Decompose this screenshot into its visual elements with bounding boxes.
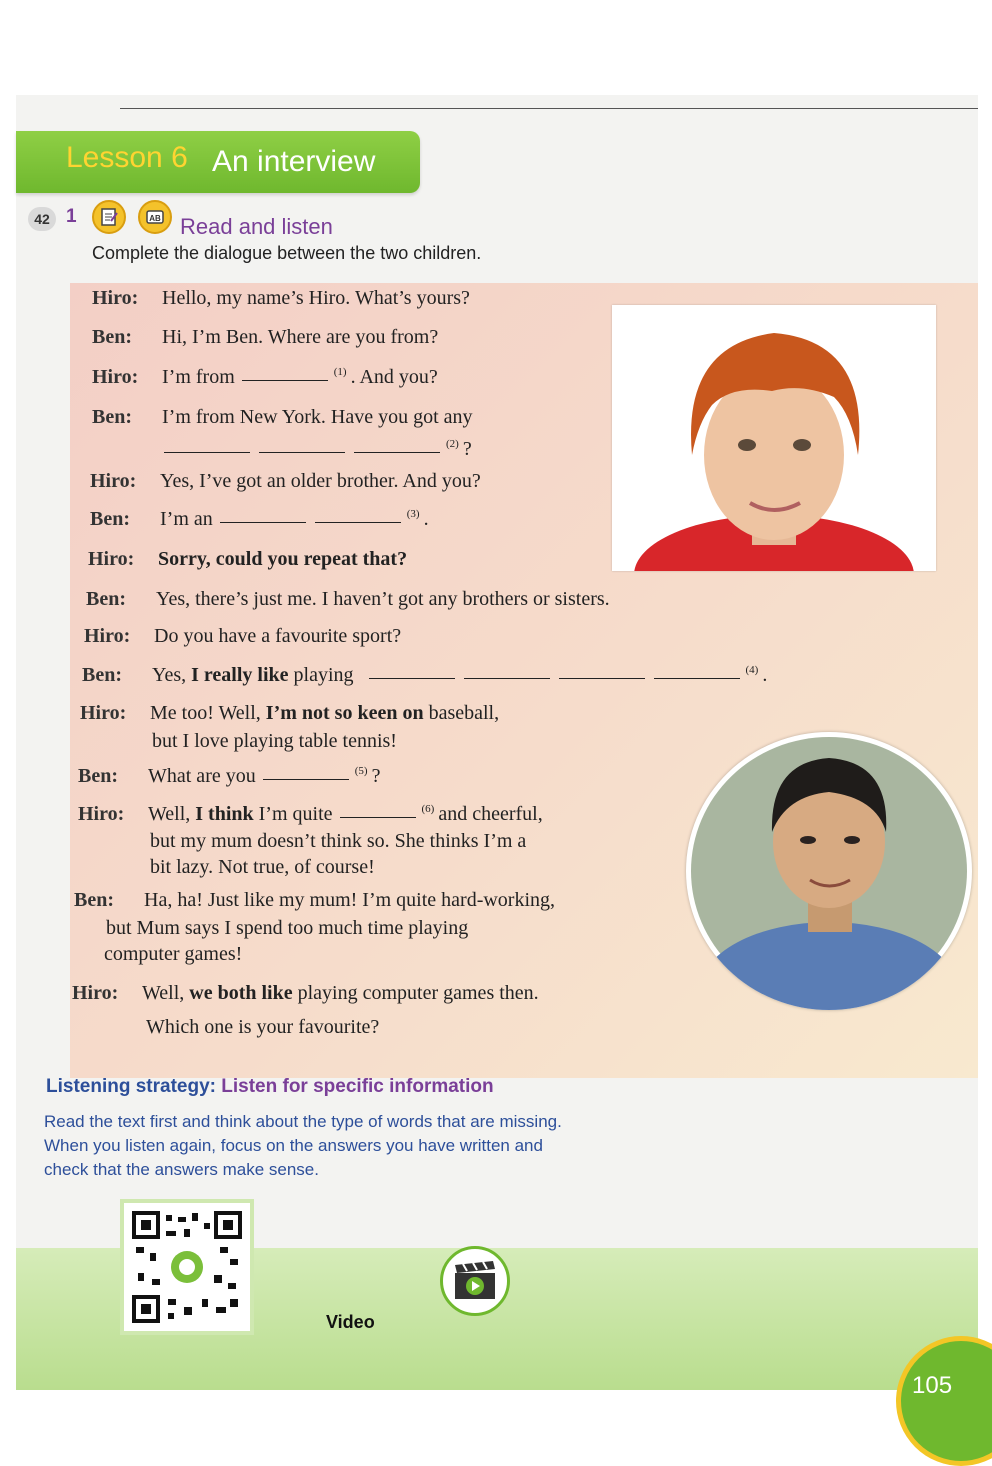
lesson-number: Lesson 6 — [66, 141, 188, 174]
dialogue-line — [86, 588, 610, 611]
line-text: Hello, my name’s Hiro. What’s yours? — [162, 287, 470, 309]
line-text: I’m quite — [253, 803, 333, 825]
speaker-label: Ben: — [78, 765, 118, 787]
dialogue-line — [74, 889, 555, 912]
speaker-label: Hiro: — [90, 470, 137, 492]
blank-ref: (2) — [446, 438, 459, 450]
page-number: 105 — [912, 1372, 953, 1399]
dialogue-continuation: Which one is your favourite? — [146, 1016, 380, 1038]
answer-blank[interactable] — [654, 677, 740, 679]
dialogue-line — [84, 625, 401, 648]
qr-code-icon[interactable] — [120, 1199, 254, 1335]
dialogue-continuation: but Mum says I spend too much time playing — [106, 917, 469, 939]
line-text: I’m from New York. Have you got any — [162, 406, 473, 428]
useful-phrase: I think — [195, 803, 254, 825]
exercise-title: Read and listen — [180, 214, 333, 239]
dialogue-line — [88, 548, 407, 571]
lesson-banner — [16, 131, 420, 193]
dialogue-line — [78, 803, 543, 826]
strategy-title: Listen for specific information — [221, 1076, 494, 1097]
notebook-icon — [92, 200, 126, 234]
dialogue-line — [78, 765, 380, 788]
speaker-label: Hiro: — [78, 803, 125, 825]
line-text: Yes, I’ve got an older brother. And you? — [160, 470, 481, 492]
answer-blank[interactable] — [369, 677, 455, 679]
line-text: Ha, ha! Just like my mum! I’m quite hard-working, — [144, 889, 556, 911]
speaker-label: Hiro: — [80, 702, 127, 724]
useful-phrase: Sorry, could you repeat that? — [158, 548, 408, 570]
dialogue-line — [90, 508, 429, 531]
dialogue-continuation: bit lazy. Not true, of course! — [150, 856, 375, 878]
exercise-number: 1 — [66, 206, 77, 227]
speaker-label: Hiro: — [72, 982, 119, 1004]
speaker-label: Ben: — [92, 406, 132, 428]
line-text: I’m an — [160, 508, 213, 530]
answer-blank[interactable] — [340, 816, 416, 818]
speaker-label: Hiro: — [88, 548, 135, 570]
line-text: ? — [371, 765, 381, 787]
blank-ref: (3) — [406, 508, 420, 520]
dialogue-line — [92, 366, 438, 389]
dialogue-continuation: computer games! — [104, 943, 243, 965]
dialogue-line — [90, 470, 481, 493]
answer-blank[interactable] — [559, 677, 645, 679]
dialogue-line — [92, 287, 470, 310]
line-text: . And you? — [350, 366, 438, 388]
answer-blank[interactable] — [263, 778, 349, 780]
answer-blank[interactable] — [259, 451, 345, 453]
speaker-label: Ben: — [74, 889, 114, 911]
line-text: I’m from — [162, 366, 235, 388]
useful-phrase: I really like — [191, 664, 289, 686]
line-text: baseball, — [423, 702, 500, 724]
line-text: ? — [462, 438, 472, 460]
line-text: Well, — [148, 803, 196, 825]
dialogue-line — [82, 664, 767, 687]
blank-ref: (4) — [745, 664, 759, 676]
video-label[interactable]: Video — [326, 1312, 375, 1332]
line-text: playing computer games then. — [292, 982, 539, 1004]
strategy-heading — [46, 1076, 494, 1098]
speaker-label: Ben: — [90, 508, 130, 530]
dialogue-continuation: but my mum doesn’t think so. She thinks I’m a — [150, 830, 527, 852]
answer-blank[interactable] — [220, 521, 306, 523]
speaker-label: Hiro: — [92, 287, 139, 309]
line-text: Yes, — [152, 664, 192, 686]
lesson-title: An interview — [212, 145, 376, 178]
line-text: Well, — [142, 982, 190, 1004]
line-text: and cheerful, — [438, 803, 543, 825]
answer-blank[interactable] — [242, 379, 328, 381]
line-text: . — [423, 508, 429, 530]
answer-blank[interactable] — [164, 451, 250, 453]
ab-audio-icon — [138, 200, 172, 234]
useful-phrase: I’m not so keen on — [265, 702, 424, 724]
blank-ref: (5) — [354, 765, 368, 777]
speaker-label: Ben: — [86, 588, 126, 610]
line-text: playing — [288, 664, 354, 686]
line-text: Do you have a favourite sport? — [154, 625, 402, 647]
answer-blank[interactable] — [315, 521, 401, 523]
speaker-label: Hiro: — [92, 366, 139, 388]
useful-phrase: we both like — [189, 982, 293, 1004]
speaker-label: Ben: — [92, 326, 132, 348]
dialogue-continuation — [162, 438, 472, 461]
strategy-text: Read the text first and think about the type of words that are missing. When you listen again, focus on the answers you have written and check that the answers make sense. — [44, 1112, 562, 1179]
line-text: . — [762, 664, 768, 686]
dialogue-line — [92, 406, 473, 429]
line-text: Me too! Well, — [150, 702, 266, 724]
dialogue-line — [72, 982, 539, 1005]
photo-hiro — [686, 732, 972, 1010]
blank-ref: (6) — [421, 803, 435, 815]
top-rule — [120, 108, 978, 109]
line-text: Hi, I’m Ben. Where are you from? — [162, 326, 439, 348]
dialogue-line — [92, 326, 438, 349]
ab-icon-text: AB — [149, 214, 161, 223]
line-text: What are you — [148, 765, 256, 787]
speaker-label: Ben: — [82, 664, 122, 686]
audio-track-badge[interactable]: 42 — [28, 207, 56, 231]
line-text: Yes, there’s just me. I haven’t got any brothers or sisters. — [156, 588, 610, 610]
exercise-instruction: Complete the dialogue between the two children. — [92, 243, 482, 263]
strategy-label: Listening strategy: — [46, 1076, 216, 1097]
photo-ben — [612, 305, 936, 571]
answer-blank[interactable] — [464, 677, 550, 679]
dialogue-continuation: but I love playing table tennis! — [152, 730, 397, 752]
clapperboard-icon[interactable] — [440, 1246, 510, 1316]
answer-blank[interactable] — [354, 451, 440, 453]
blank-ref: (1) — [333, 366, 347, 378]
speaker-label: Hiro: — [84, 625, 131, 647]
dialogue-line — [80, 702, 499, 725]
